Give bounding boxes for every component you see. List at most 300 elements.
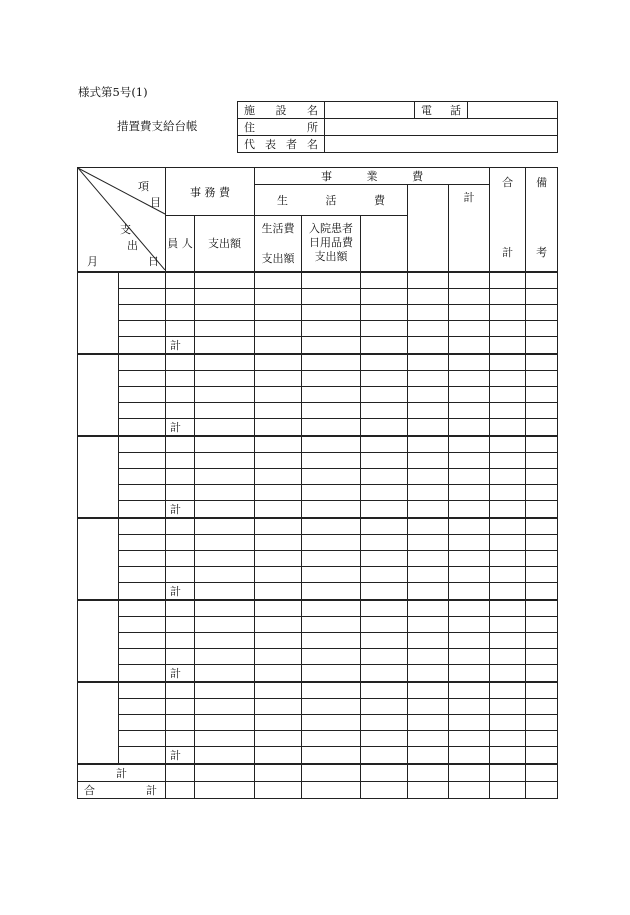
ledger-entry-cell[interactable]: [408, 304, 449, 320]
ledger-entry-cell[interactable]: [119, 582, 166, 600]
ledger-entry-cell[interactable]: [119, 632, 166, 648]
ledger-entry-cell[interactable]: [302, 418, 361, 436]
ledger-entry-cell[interactable]: [302, 484, 361, 500]
ledger-entry-cell[interactable]: [302, 518, 361, 535]
ledger-entry-cell[interactable]: [166, 682, 195, 699]
ledger-entry-cell[interactable]: [119, 418, 166, 436]
ledger-entry-cell[interactable]: [166, 550, 195, 566]
ledger-entry-cell[interactable]: [408, 550, 449, 566]
ledger-entry-cell[interactable]: [166, 781, 195, 798]
ledger-entry-cell[interactable]: [408, 320, 449, 336]
ledger-entry-cell[interactable]: [361, 500, 408, 518]
ledger-entry-cell[interactable]: [490, 436, 526, 453]
ledger-entry-cell[interactable]: [255, 616, 302, 632]
ledger-entry-cell[interactable]: [195, 304, 255, 320]
ledger-entry-cell[interactable]: [361, 682, 408, 699]
ledger-entry-cell[interactable]: [408, 418, 449, 436]
ledger-entry-cell[interactable]: [449, 714, 490, 730]
ledger-entry-cell[interactable]: [361, 664, 408, 682]
ledger-entry-cell[interactable]: [361, 484, 408, 500]
ledger-entry-cell[interactable]: [195, 288, 255, 304]
ledger-entry-cell[interactable]: [526, 616, 558, 632]
ledger-entry-cell[interactable]: [302, 781, 361, 798]
ledger-entry-cell[interactable]: [255, 632, 302, 648]
ledger-entry-cell[interactable]: [526, 452, 558, 468]
ledger-entry-cell[interactable]: [490, 418, 526, 436]
ledger-entry-cell[interactable]: [449, 781, 490, 798]
ledger-entry-cell[interactable]: [195, 714, 255, 730]
ledger-entry-cell[interactable]: [490, 682, 526, 699]
ledger-entry-cell[interactable]: [361, 288, 408, 304]
ledger-entry-cell[interactable]: [490, 500, 526, 518]
ledger-entry-cell[interactable]: [166, 288, 195, 304]
ledger-entry-cell[interactable]: [449, 272, 490, 289]
ledger-entry-cell[interactable]: [408, 616, 449, 632]
ledger-entry-cell[interactable]: [119, 436, 166, 453]
ledger-entry-cell[interactable]: [449, 468, 490, 484]
ledger-entry-cell[interactable]: [408, 632, 449, 648]
ledger-entry-cell[interactable]: [361, 730, 408, 746]
month-cell[interactable]: [78, 436, 119, 518]
ledger-entry-cell[interactable]: [526, 534, 558, 550]
ledger-entry-cell[interactable]: [166, 436, 195, 453]
ledger-entry-cell[interactable]: [195, 682, 255, 699]
ledger-entry-cell[interactable]: [526, 648, 558, 664]
ledger-entry-cell[interactable]: [302, 730, 361, 746]
ledger-entry-cell[interactable]: [361, 616, 408, 632]
ledger-entry-cell[interactable]: [166, 764, 195, 782]
ledger-entry-cell[interactable]: [195, 664, 255, 682]
ledger-entry-cell[interactable]: [490, 746, 526, 764]
ledger-entry-cell[interactable]: [361, 534, 408, 550]
ledger-entry-cell[interactable]: [166, 452, 195, 468]
ledger-entry-cell[interactable]: [361, 336, 408, 354]
ledger-entry-cell[interactable]: [449, 418, 490, 436]
ledger-entry-cell[interactable]: [408, 534, 449, 550]
ledger-entry-cell[interactable]: [119, 484, 166, 500]
ledger-entry-cell[interactable]: [119, 566, 166, 582]
ledger-entry-cell[interactable]: [255, 534, 302, 550]
ledger-entry-cell[interactable]: [361, 370, 408, 386]
ledger-entry-cell[interactable]: [449, 288, 490, 304]
ledger-entry-cell[interactable]: [195, 730, 255, 746]
ledger-entry-cell[interactable]: [119, 664, 166, 682]
ledger-entry-cell[interactable]: [166, 304, 195, 320]
ledger-entry-cell[interactable]: [255, 781, 302, 798]
ledger-entry-cell[interactable]: [195, 698, 255, 714]
ledger-entry-cell[interactable]: [449, 402, 490, 418]
ledger-entry-cell[interactable]: [408, 714, 449, 730]
ledger-entry-cell[interactable]: [526, 370, 558, 386]
ledger-entry-cell[interactable]: [361, 764, 408, 782]
ledger-entry-cell[interactable]: [166, 402, 195, 418]
ledger-entry-cell[interactable]: [195, 320, 255, 336]
ledger-entry-cell[interactable]: [302, 402, 361, 418]
ledger-entry-cell[interactable]: [490, 288, 526, 304]
ledger-entry-cell[interactable]: [302, 682, 361, 699]
ledger-entry-cell[interactable]: [302, 452, 361, 468]
ledger-entry-cell[interactable]: [166, 518, 195, 535]
ledger-entry-cell[interactable]: [119, 682, 166, 699]
ledger-entry-cell[interactable]: [119, 534, 166, 550]
ledger-entry-cell[interactable]: [302, 714, 361, 730]
ledger-entry-cell[interactable]: [166, 370, 195, 386]
ledger-entry-cell[interactable]: [361, 648, 408, 664]
ledger-entry-cell[interactable]: [361, 452, 408, 468]
ledger-entry-cell[interactable]: [526, 632, 558, 648]
ledger-entry-cell[interactable]: [195, 534, 255, 550]
ledger-entry-cell[interactable]: [526, 484, 558, 500]
ledger-entry-cell[interactable]: [490, 566, 526, 582]
ledger-entry-cell[interactable]: [526, 418, 558, 436]
ledger-entry-cell[interactable]: [490, 468, 526, 484]
ledger-entry-cell[interactable]: [449, 500, 490, 518]
ledger-entry-cell[interactable]: [302, 764, 361, 782]
ledger-entry-cell[interactable]: [302, 550, 361, 566]
ledger-entry-cell[interactable]: [526, 518, 558, 535]
ledger-entry-cell[interactable]: [490, 386, 526, 402]
ledger-entry-cell[interactable]: [449, 386, 490, 402]
ledger-entry-cell[interactable]: [195, 418, 255, 436]
ledger-entry-cell[interactable]: [361, 566, 408, 582]
ledger-entry-cell[interactable]: [408, 272, 449, 289]
ledger-entry-cell[interactable]: [449, 518, 490, 535]
ledger-entry-cell[interactable]: [490, 648, 526, 664]
ledger-entry-cell[interactable]: [166, 698, 195, 714]
ledger-entry-cell[interactable]: [526, 550, 558, 566]
ledger-entry-cell[interactable]: [449, 648, 490, 664]
ledger-entry-cell[interactable]: [449, 370, 490, 386]
ledger-entry-cell[interactable]: [302, 320, 361, 336]
ledger-entry-cell[interactable]: [119, 370, 166, 386]
ledger-entry-cell[interactable]: [408, 500, 449, 518]
phone-field[interactable]: [468, 102, 558, 119]
ledger-entry-cell[interactable]: [361, 304, 408, 320]
ledger-entry-cell[interactable]: [119, 402, 166, 418]
ledger-entry-cell[interactable]: [408, 484, 449, 500]
ledger-entry-cell[interactable]: [195, 648, 255, 664]
ledger-entry-cell[interactable]: [449, 320, 490, 336]
month-cell[interactable]: [78, 682, 119, 764]
ledger-entry-cell[interactable]: [302, 632, 361, 648]
ledger-entry-cell[interactable]: [408, 370, 449, 386]
ledger-entry-cell[interactable]: [449, 566, 490, 582]
ledger-entry-cell[interactable]: [119, 386, 166, 402]
ledger-entry-cell[interactable]: [449, 582, 490, 600]
month-cell[interactable]: [78, 272, 119, 354]
ledger-entry-cell[interactable]: [255, 550, 302, 566]
ledger-entry-cell[interactable]: [119, 550, 166, 566]
ledger-entry-cell[interactable]: [195, 370, 255, 386]
ledger-entry-cell[interactable]: [302, 304, 361, 320]
ledger-entry-cell[interactable]: [490, 781, 526, 798]
ledger-entry-cell[interactable]: [302, 500, 361, 518]
ledger-entry-cell[interactable]: [195, 402, 255, 418]
ledger-entry-cell[interactable]: [490, 336, 526, 354]
ledger-entry-cell[interactable]: [490, 698, 526, 714]
ledger-entry-cell[interactable]: [449, 534, 490, 550]
ledger-entry-cell[interactable]: [302, 370, 361, 386]
ledger-entry-cell[interactable]: [408, 436, 449, 453]
ledger-entry-cell[interactable]: [255, 484, 302, 500]
ledger-entry-cell[interactable]: [255, 714, 302, 730]
ledger-entry-cell[interactable]: [302, 566, 361, 582]
ledger-entry-cell[interactable]: [526, 304, 558, 320]
ledger-entry-cell[interactable]: [449, 616, 490, 632]
ledger-entry-cell[interactable]: [490, 714, 526, 730]
ledger-entry-cell[interactable]: [195, 764, 255, 782]
ledger-entry-cell[interactable]: [195, 468, 255, 484]
ledger-entry-cell[interactable]: [449, 600, 490, 617]
representative-field[interactable]: [325, 136, 558, 153]
ledger-entry-cell[interactable]: [526, 664, 558, 682]
ledger-entry-cell[interactable]: [449, 304, 490, 320]
ledger-entry-cell[interactable]: [449, 354, 490, 371]
ledger-entry-cell[interactable]: [166, 320, 195, 336]
ledger-entry-cell[interactable]: [490, 402, 526, 418]
ledger-entry-cell[interactable]: [255, 354, 302, 371]
ledger-entry-cell[interactable]: [408, 336, 449, 354]
ledger-entry-cell[interactable]: [526, 320, 558, 336]
ledger-entry-cell[interactable]: [302, 436, 361, 453]
ledger-entry-cell[interactable]: [302, 648, 361, 664]
ledger-entry-cell[interactable]: [526, 354, 558, 371]
ledger-entry-cell[interactable]: [490, 616, 526, 632]
ledger-entry-cell[interactable]: [119, 288, 166, 304]
ledger-entry-cell[interactable]: [255, 304, 302, 320]
ledger-entry-cell[interactable]: [119, 648, 166, 664]
ledger-entry-cell[interactable]: [166, 616, 195, 632]
ledger-entry-cell[interactable]: [302, 336, 361, 354]
ledger-entry-cell[interactable]: [119, 452, 166, 468]
ledger-entry-cell[interactable]: [526, 600, 558, 617]
ledger-entry-cell[interactable]: [166, 386, 195, 402]
ledger-entry-cell[interactable]: [408, 600, 449, 617]
ledger-entry-cell[interactable]: [526, 764, 558, 782]
ledger-entry-cell[interactable]: [302, 600, 361, 617]
ledger-entry-cell[interactable]: [255, 746, 302, 764]
ledger-entry-cell[interactable]: [361, 582, 408, 600]
ledger-entry-cell[interactable]: [166, 632, 195, 648]
ledger-entry-cell[interactable]: [255, 518, 302, 535]
ledger-entry-cell[interactable]: [302, 616, 361, 632]
ledger-entry-cell[interactable]: [408, 566, 449, 582]
ledger-entry-cell[interactable]: [408, 698, 449, 714]
ledger-entry-cell[interactable]: [361, 386, 408, 402]
ledger-entry-cell[interactable]: [408, 386, 449, 402]
ledger-entry-cell[interactable]: [449, 682, 490, 699]
ledger-entry-cell[interactable]: [449, 730, 490, 746]
ledger-entry-cell[interactable]: [490, 764, 526, 782]
ledger-entry-cell[interactable]: [361, 781, 408, 798]
ledger-entry-cell[interactable]: [195, 746, 255, 764]
ledger-entry-cell[interactable]: [408, 781, 449, 798]
ledger-entry-cell[interactable]: [449, 632, 490, 648]
ledger-entry-cell[interactable]: [526, 272, 558, 289]
ledger-entry-cell[interactable]: [255, 698, 302, 714]
ledger-entry-cell[interactable]: [526, 500, 558, 518]
ledger-entry-cell[interactable]: [449, 664, 490, 682]
ledger-entry-cell[interactable]: [526, 781, 558, 798]
ledger-entry-cell[interactable]: [195, 632, 255, 648]
ledger-entry-cell[interactable]: [255, 288, 302, 304]
month-cell[interactable]: [78, 600, 119, 682]
ledger-entry-cell[interactable]: [408, 582, 449, 600]
ledger-entry-cell[interactable]: [255, 664, 302, 682]
ledger-entry-cell[interactable]: [302, 664, 361, 682]
ledger-entry-cell[interactable]: [302, 272, 361, 289]
ledger-entry-cell[interactable]: [195, 452, 255, 468]
ledger-entry-cell[interactable]: [408, 764, 449, 782]
ledger-entry-cell[interactable]: [119, 354, 166, 371]
ledger-entry-cell[interactable]: [408, 288, 449, 304]
ledger-entry-cell[interactable]: [361, 714, 408, 730]
ledger-entry-cell[interactable]: [526, 682, 558, 699]
ledger-entry-cell[interactable]: [302, 534, 361, 550]
ledger-entry-cell[interactable]: [166, 354, 195, 371]
ledger-entry-cell[interactable]: [302, 386, 361, 402]
ledger-entry-cell[interactable]: [255, 682, 302, 699]
ledger-entry-cell[interactable]: [255, 468, 302, 484]
ledger-entry-cell[interactable]: [166, 730, 195, 746]
ledger-entry-cell[interactable]: [361, 518, 408, 535]
ledger-entry-cell[interactable]: [119, 730, 166, 746]
ledger-entry-cell[interactable]: [526, 436, 558, 453]
ledger-entry-cell[interactable]: [408, 746, 449, 764]
ledger-entry-cell[interactable]: [408, 452, 449, 468]
ledger-entry-cell[interactable]: [166, 566, 195, 582]
ledger-entry-cell[interactable]: [490, 518, 526, 535]
ledger-entry-cell[interactable]: [119, 746, 166, 764]
ledger-entry-cell[interactable]: [195, 582, 255, 600]
ledger-entry-cell[interactable]: [526, 746, 558, 764]
ledger-entry-cell[interactable]: [119, 600, 166, 617]
ledger-entry-cell[interactable]: [490, 272, 526, 289]
ledger-entry-cell[interactable]: [195, 550, 255, 566]
ledger-entry-cell[interactable]: [255, 648, 302, 664]
ledger-entry-cell[interactable]: [526, 336, 558, 354]
ledger-entry-cell[interactable]: [449, 452, 490, 468]
ledger-entry-cell[interactable]: [408, 730, 449, 746]
ledger-entry-cell[interactable]: [195, 600, 255, 617]
ledger-entry-cell[interactable]: [255, 402, 302, 418]
ledger-entry-cell[interactable]: [361, 320, 408, 336]
ledger-entry-cell[interactable]: [449, 746, 490, 764]
ledger-entry-cell[interactable]: [408, 468, 449, 484]
ledger-entry-cell[interactable]: [526, 468, 558, 484]
ledger-entry-cell[interactable]: [361, 632, 408, 648]
ledger-entry-cell[interactable]: [449, 550, 490, 566]
ledger-entry-cell[interactable]: [361, 354, 408, 371]
ledger-entry-cell[interactable]: [449, 436, 490, 453]
ledger-entry-cell[interactable]: [255, 600, 302, 617]
ledger-entry-cell[interactable]: [255, 436, 302, 453]
ledger-entry-cell[interactable]: [302, 746, 361, 764]
ledger-entry-cell[interactable]: [408, 682, 449, 699]
ledger-entry-cell[interactable]: [166, 648, 195, 664]
ledger-entry-cell[interactable]: [195, 484, 255, 500]
ledger-entry-cell[interactable]: [490, 730, 526, 746]
ledger-entry-cell[interactable]: [408, 664, 449, 682]
ledger-entry-cell[interactable]: [255, 272, 302, 289]
ledger-entry-cell[interactable]: [408, 518, 449, 535]
ledger-entry-cell[interactable]: [166, 484, 195, 500]
ledger-entry-cell[interactable]: [255, 370, 302, 386]
ledger-entry-cell[interactable]: [166, 272, 195, 289]
ledger-entry-cell[interactable]: [119, 304, 166, 320]
ledger-entry-cell[interactable]: [302, 468, 361, 484]
ledger-entry-cell[interactable]: [119, 500, 166, 518]
ledger-entry-cell[interactable]: [526, 730, 558, 746]
ledger-entry-cell[interactable]: [119, 336, 166, 354]
ledger-entry-cell[interactable]: [449, 698, 490, 714]
ledger-entry-cell[interactable]: [408, 354, 449, 371]
ledger-entry-cell[interactable]: [195, 336, 255, 354]
ledger-entry-cell[interactable]: [490, 582, 526, 600]
ledger-entry-cell[interactable]: [195, 272, 255, 289]
ledger-entry-cell[interactable]: [490, 632, 526, 648]
ledger-entry-cell[interactable]: [490, 320, 526, 336]
ledger-entry-cell[interactable]: [166, 714, 195, 730]
ledger-entry-cell[interactable]: [490, 304, 526, 320]
ledger-entry-cell[interactable]: [490, 534, 526, 550]
ledger-entry-cell[interactable]: [119, 698, 166, 714]
ledger-entry-cell[interactable]: [490, 354, 526, 371]
ledger-entry-cell[interactable]: [195, 500, 255, 518]
ledger-entry-cell[interactable]: [408, 648, 449, 664]
ledger-entry-cell[interactable]: [361, 746, 408, 764]
ledger-entry-cell[interactable]: [166, 468, 195, 484]
ledger-entry-cell[interactable]: [361, 436, 408, 453]
ledger-entry-cell[interactable]: [361, 600, 408, 617]
ledger-entry-cell[interactable]: [195, 781, 255, 798]
ledger-entry-cell[interactable]: [302, 288, 361, 304]
ledger-entry-cell[interactable]: [119, 320, 166, 336]
ledger-entry-cell[interactable]: [195, 436, 255, 453]
ledger-entry-cell[interactable]: [255, 500, 302, 518]
month-cell[interactable]: [78, 518, 119, 600]
ledger-entry-cell[interactable]: [302, 698, 361, 714]
ledger-entry-cell[interactable]: [255, 320, 302, 336]
ledger-entry-cell[interactable]: [361, 550, 408, 566]
ledger-entry-cell[interactable]: [408, 402, 449, 418]
ledger-entry-cell[interactable]: [490, 600, 526, 617]
ledger-entry-cell[interactable]: [195, 566, 255, 582]
ledger-entry-cell[interactable]: [255, 582, 302, 600]
ledger-entry-cell[interactable]: [526, 566, 558, 582]
ledger-entry-cell[interactable]: [526, 402, 558, 418]
ledger-entry-cell[interactable]: [119, 616, 166, 632]
ledger-entry-cell[interactable]: [449, 484, 490, 500]
ledger-entry-cell[interactable]: [526, 714, 558, 730]
ledger-entry-cell[interactable]: [166, 534, 195, 550]
ledger-entry-cell[interactable]: [195, 616, 255, 632]
month-cell[interactable]: [78, 354, 119, 436]
ledger-entry-cell[interactable]: [361, 402, 408, 418]
ledger-entry-cell[interactable]: [255, 566, 302, 582]
ledger-entry-cell[interactable]: [255, 452, 302, 468]
ledger-entry-cell[interactable]: [302, 582, 361, 600]
ledger-entry-cell[interactable]: [255, 730, 302, 746]
ledger-entry-cell[interactable]: [119, 468, 166, 484]
ledger-entry-cell[interactable]: [490, 452, 526, 468]
ledger-entry-cell[interactable]: [255, 386, 302, 402]
ledger-entry-cell[interactable]: [361, 468, 408, 484]
ledger-entry-cell[interactable]: [119, 272, 166, 289]
ledger-entry-cell[interactable]: [526, 582, 558, 600]
ledger-entry-cell[interactable]: [255, 418, 302, 436]
ledger-entry-cell[interactable]: [166, 600, 195, 617]
